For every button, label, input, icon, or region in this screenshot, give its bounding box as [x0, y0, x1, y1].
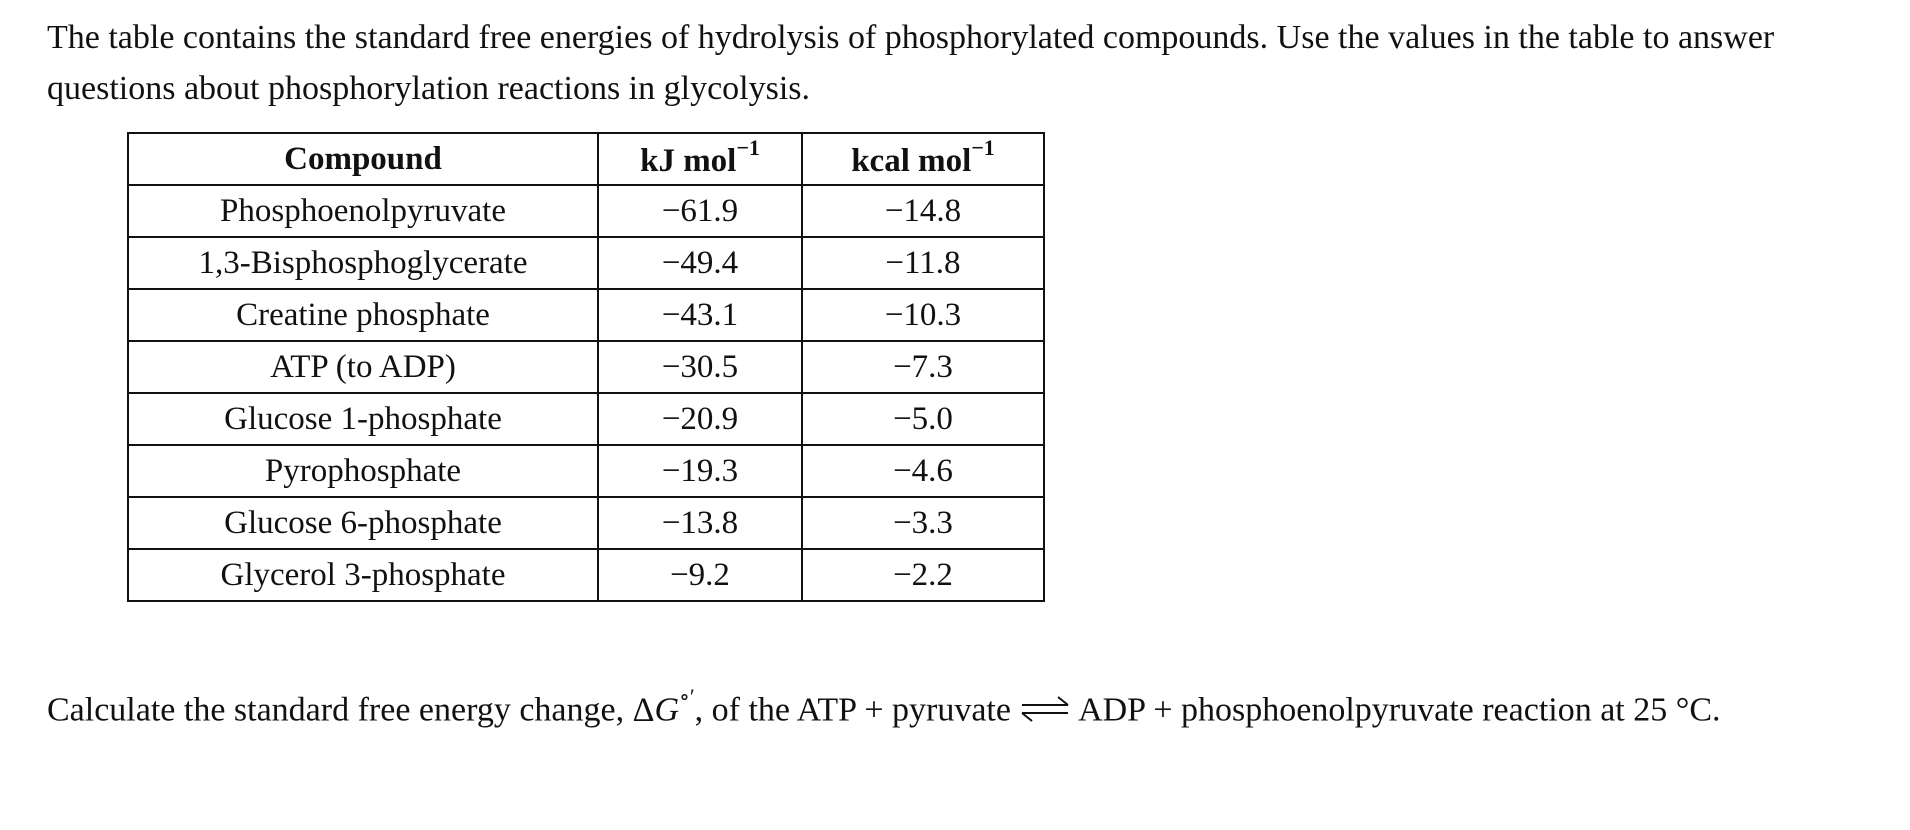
intro-paragraph: The table contains the standard free energies of hydrolysis of phosphorylated compounds. Use the values in the table to answer questions about phosphorylation reactions in glycolysis.: [47, 19, 1775, 107]
cell-kcal: −10.3: [802, 289, 1044, 341]
header-kcal-mol: [802, 133, 1044, 185]
cell-kcal: −2.2: [802, 549, 1044, 601]
cell-kj: −30.5: [598, 341, 802, 393]
table-row: [128, 185, 1044, 237]
table-row: [128, 289, 1044, 341]
header-kj-exponent: −1: [736, 134, 760, 160]
delta-symbol: Δ: [632, 691, 655, 729]
table-row: [128, 497, 1044, 549]
cell-compound: Creatine phosphate: [128, 289, 598, 341]
cell-kcal: −5.0: [802, 393, 1044, 445]
header-kj-mol: [598, 133, 802, 185]
header-kj-unit: kJ mol: [640, 142, 737, 179]
table-header-row: [128, 133, 1044, 185]
cell-kcal: −3.3: [802, 497, 1044, 549]
table-row: [128, 237, 1044, 289]
question-paragraph: [47, 675, 1867, 735]
cell-compound: Pyrophosphate: [128, 445, 598, 497]
question-suffix: ADP + phosphoenolpyruvate reaction at 25 °C.: [1071, 691, 1721, 729]
table-row: [128, 549, 1044, 601]
header-kcal-exponent: −1: [971, 134, 995, 160]
question-mid: , of the ATP + pyruvate: [694, 691, 1020, 729]
header-kcal-unit: kcal mol: [851, 142, 972, 179]
cell-kcal: −4.6: [802, 445, 1044, 497]
table-row: [128, 445, 1044, 497]
cell-compound: Glucose 6-phosphate: [128, 497, 598, 549]
cell-compound: Phosphoenolpyruvate: [128, 185, 598, 237]
cell-compound: Glycerol 3-phosphate: [128, 549, 598, 601]
question-prefix: Calculate the standard free energy change,: [47, 691, 633, 729]
cell-kj: −19.3: [598, 445, 802, 497]
cell-kcal: −11.8: [802, 237, 1044, 289]
cell-kj: −49.4: [598, 237, 802, 289]
cell-compound: Glucose 1-phosphate: [128, 393, 598, 445]
table-row: [128, 341, 1044, 393]
cell-compound: 1,3-Bisphosphoglycerate: [128, 237, 598, 289]
standard-state-symbol: ∘′: [679, 684, 695, 709]
cell-kj: −61.9: [598, 185, 802, 237]
cell-kj: −43.1: [598, 289, 802, 341]
table-row: [128, 393, 1044, 445]
free-energy-table: [127, 132, 1045, 602]
cell-kj: −9.2: [598, 549, 802, 601]
cell-kcal: −14.8: [802, 185, 1044, 237]
cell-kj: −13.8: [598, 497, 802, 549]
cell-kj: −20.9: [598, 393, 802, 445]
cell-kcal: −7.3: [802, 341, 1044, 393]
header-compound: Compound: [128, 133, 598, 185]
cell-compound: ATP (to ADP): [128, 341, 598, 393]
equilibrium-arrow-icon: [1019, 694, 1071, 724]
g-symbol: G: [654, 691, 680, 729]
